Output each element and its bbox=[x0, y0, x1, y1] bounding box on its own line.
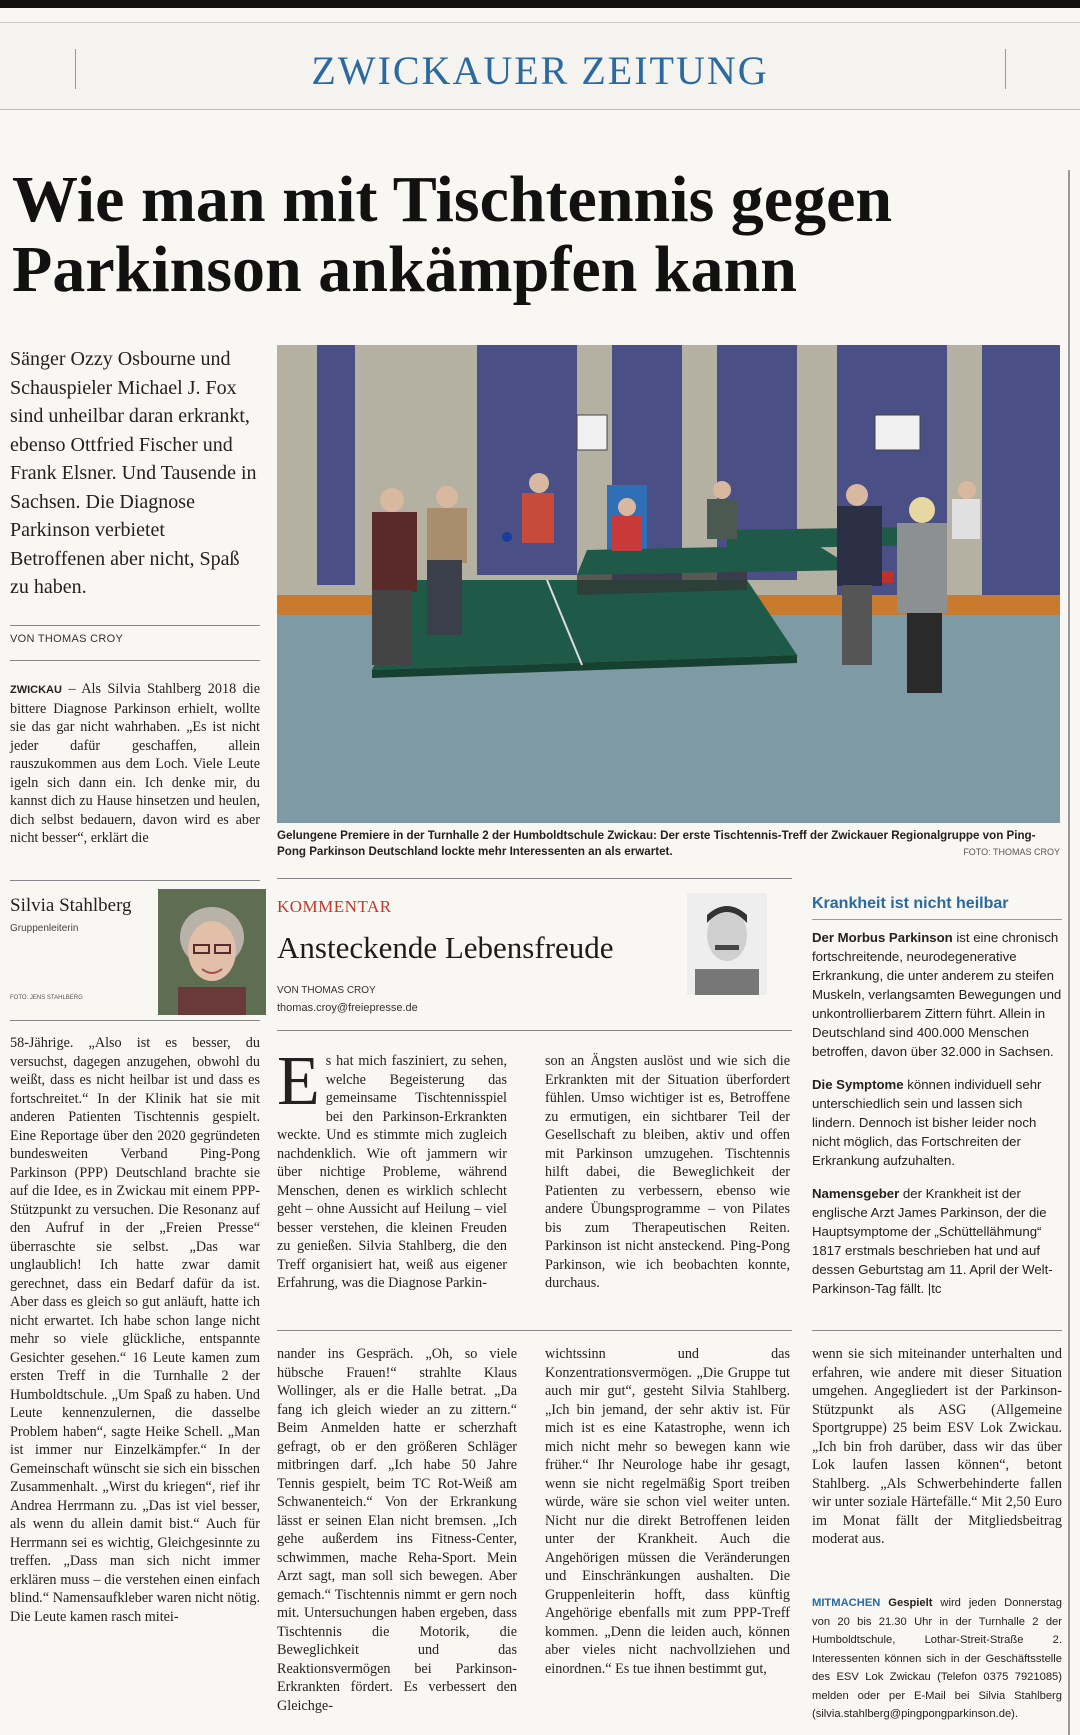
top-bar bbox=[0, 0, 1080, 8]
divider bbox=[277, 1030, 792, 1031]
mitmachen-label: MITMACHEN bbox=[812, 1597, 881, 1609]
info-box-title: Krankheit ist nicht heilbar bbox=[812, 885, 1062, 920]
divider bbox=[277, 1330, 792, 1331]
table-tennis-photo bbox=[277, 345, 1060, 823]
info-lead: Die Symptome bbox=[812, 1077, 904, 1092]
divider bbox=[277, 878, 792, 879]
divider bbox=[10, 660, 260, 661]
divider bbox=[10, 880, 260, 881]
page-edge-rule bbox=[1068, 170, 1070, 1735]
article-body-col1-top bbox=[10, 680, 260, 848]
article-intro: Sänger Ozzy Osbourne und Schauspieler Michael J. Fox sind unheilbar daran erkrankt, ebenso Ottfried Fischer und Frank Elsner. Und Tausende in Sachsen. Die Diagnose Parkinson verbietet Betroffenen aber nicht, Spaß zu haben. bbox=[10, 348, 257, 598]
kommentar-text-col1 bbox=[277, 1043, 507, 1293]
divider bbox=[10, 1020, 260, 1021]
newspaper-name: ZWICKAUER ZEITUNG bbox=[311, 48, 769, 93]
info-lead: Der Morbus Parkinson bbox=[812, 930, 953, 945]
info-paragraph bbox=[812, 1075, 1062, 1170]
article-text: – Als Silvia Stahlberg 2018 die bittere Diagnose Parkinson erhielt, wollte sie das gar nicht wahrhaben. „Es ist nicht jeder dafür geschaffen, allein rauszukommen aus dem Loch. Viele Leute igeln sich dann ein. Ich denke mir, du kannst dich zu Hause hinsetzen und heulen, dich selbst bedauern, davon wird es aber nicht besser“, erklärt die bbox=[10, 681, 261, 846]
info-box bbox=[812, 885, 1062, 1312]
article-headline: Wie man mit Tischtennis gegen Parkinson ankämpfen kann bbox=[12, 163, 893, 306]
mitmachen-box bbox=[812, 1594, 1062, 1724]
photo-credit: FOTO: THOMAS CROY bbox=[963, 847, 1060, 857]
person-role: Gruppenleiterin bbox=[10, 923, 79, 934]
dateline: ZWICKAU bbox=[10, 684, 62, 696]
author-portrait bbox=[687, 893, 767, 995]
info-text: können individuell sehr unterschiedlich sein und lassen sich lindern. Dennoch ist bisher leider noch nicht möglich, das Fortschreiten der Erkrankung aufzuhalten. bbox=[812, 1077, 1042, 1168]
kommentar-text-col2: son an Ängsten auslöst und wie sich die Erkrankten mit der Situation überfordert fühlen. Umso wichtiger ist es, Betroffene zu ermutigen, ein sichtbarer Teil der Gesellschaft zu bleiben, aktiv und offen mit Parkinson umzugehen. Tischtennis hilft dabei, die Beweglichkeit der Patienten zu verbessern, ebenso wie andere Übungsprogramme – von Pilates bis zum Therapeutischen Reiten. Parkinson ist nicht ansteckend. Ping-Pong Parkinson, wie ich beobachten konnte, durchaus. bbox=[545, 1053, 790, 1291]
person-portrait bbox=[158, 889, 266, 1015]
kommentar-byline: VON THOMAS CROY bbox=[277, 985, 376, 996]
info-paragraph bbox=[812, 1184, 1062, 1298]
dropcap: E bbox=[277, 1043, 320, 1120]
photo-caption bbox=[277, 828, 1060, 860]
mitmachen-lead: Gespielt bbox=[880, 1597, 933, 1609]
divider bbox=[10, 625, 260, 626]
kommentar-label: KOMMENTAR bbox=[277, 897, 392, 916]
divider bbox=[812, 1330, 1062, 1331]
info-text: der Krankheit ist der englische Arzt James Parkinson, der die Hauptsymptome der „Schüttellähmung“ 1817 erstmals beschrieben hat und auf dessen Geburtstag am 11. April der Welt-Parkinson-Tag fällt. |tc bbox=[812, 1186, 1053, 1296]
person-photo-credit: FOTO: JENS STAHLBERG bbox=[10, 995, 83, 1001]
article-byline: VON THOMAS CROY bbox=[10, 633, 124, 645]
info-text: ist eine chronisch fortschreitende, neurodegenerative Erkrankung, die unter anderem zu steifen Muskeln, verlangsamten Bewegungen und unkontrollierbarem Zittern führt. Allein in Deutschland sind 400.000 Menschen betroffen, davon über 32.000 in Sachsen. bbox=[812, 930, 1062, 1059]
masthead bbox=[0, 22, 1080, 110]
portrait-photo bbox=[158, 889, 266, 1015]
article-body-col1-bottom: 58-Jährige. „Also ist es besser, du versuchst, dagegen anzugehen, obwohl du weißt, dass es nicht heilbar ist und dass es fortschreitet.“ In der Klinik hat sie mit anderen Patienten Tischtennis gespielt. Eine Reportage über den 2020 gegründeten bundesweiten Verband Ping-Pong Parkinson (PPP) Deutschland brachte sie auf die Idee, es in Zwickau mit einem PPP-Stützpunkt zu versuchen. Die Resonanz auf den Aufruf in der „Freien Presse“ überraschte sie selbst. „Das war unglaublich! Ich hatte zwar damit gerechnet, dass ein Bedarf dafür da ist. Aber dass es gleich so gut anläuft, hatte ich nicht erwartet. Ich habe schon lange nicht mehr so viele glückliche, entspannte Gesichter gesehen.“ 16 Leute kamen zum ersten Treff in die Turnhalle 2 der Humboldtschule. „Um Spaß zu haben. Und Leute kennenzulernen, die dasselbe Problem haben“, sagte Heike Schell. „Man ist immer nur Einzelkämpfer.“ In der Gemeinschaft wünscht sie sich ein bisschen Zusammenhalt. „Wirst du kriegen“, rief ihr Andrea Herrmann zu. „Das ist viel besser, als wenn du allein damit bist.“ Auch für Herrmann sei es wichtig, Gleichgesinnte zu treffen. „Dass man sich nicht immer erklären muss – die verstehen einen einfach blind.“ Namensaufkleber waren nicht nötig. Die Leute kamen rasch mitei- bbox=[10, 1035, 260, 1625]
mitmachen-text: wird jeden Donnerstag von 20 bis 21.30 Uhr in der Turnhalle 2 der Humboldtschule, Lothar-Streit-Straße 2. Interessenten können sich in der Geschäftsstelle des ESV Lok Zwickau (Telefon 0375 7921085) melden oder per E-Mail bei Silvia Stahlberg (silvia.stahlberg@pingpongparkinson.de). bbox=[812, 1597, 1062, 1720]
article-body-col2: nander ins Gespräch. „Oh, so viele hübsche Frauen!“ strahlte Klaus Wollinger, als er die Halle betrat. „Da fang ich gleich wieder an zu zittern.“ Beim Anmelden hatte er scherzhaft gefragt, ob er den größeren Schläger mitbringen darf. „Ich habe 50 Jahre Tennis gespielt, beim TC Rot-Weiß am Schwanenteich.“ Von der Erkrankung lässt er seinen Elan nicht bremsen. „Ich gehe außerdem ins Fitness-Center, schwimmen, mache Reha-Sport. Mein Arzt sagt, man soll sich bewegen. Aber gemach.“ Tischtennis nimmt er gern noch mit. Untersuchungen haben ergeben, dass Tischtennis die Motorik, die Beweglichkeit und das Reaktionsvermögen bei Parkinson-Erkrankten fördert. Es verbessert den Gleichge- bbox=[277, 1346, 517, 1714]
person-box bbox=[10, 885, 260, 1015]
person-name: Silvia Stahlberg bbox=[10, 895, 132, 916]
article-photo bbox=[277, 345, 1060, 823]
kommentar-text: s hat mich fasziniert, zu sehen, welche Begeisterung das gemeinsame Tischtennisspiel bei den Parkinson-Erkrankten weckte. Und es stimmte mich zugleich nachdenklich. Wie oft jammern wir über nichtige Probleme, während Menschen, denen es wirklich schlecht geht – ohne Aussicht auf Heilung – viel besser verstehen, die kleinen Freuden zu genießen. Silvia Stahlberg, die den Treff organisiert hat, weiß aus eigener Erfahrung, was die Diagnose Parkin- bbox=[277, 1053, 507, 1291]
info-lead: Namensgeber bbox=[812, 1186, 900, 1201]
photo-caption-text: Gelungene Premiere in der Turnhalle 2 der Humboldtschule Zwickau: Der erste Tischtennis-Treff der Zwickauer Regionalgruppe von Ping-Pong Parkinson Deutschland lockte mehr Interessenten an als erwartet. bbox=[277, 829, 1036, 858]
kommentar-header bbox=[277, 885, 792, 1030]
author-photo bbox=[687, 893, 767, 995]
kommentar-title: Ansteckende Lebensfreude bbox=[277, 930, 614, 965]
info-paragraph bbox=[812, 928, 1062, 1061]
kommentar-email[interactable]: thomas.croy@freiepresse.de bbox=[277, 1002, 418, 1014]
article-body-col3: wichtssinn und das Konzentrationsvermögen. „Die Gruppe tut auch mir gut“, gesteht Silvia Stahlberg. „Ich bin jemand, der sehr aktiv ist. Für mich ist es eine Katastrophe, wenn ich mich nicht mehr so bewegen kann wie früher.“ Ihr Neurologe habe ihr gesagt, wenn sie nicht regelmäßig Sport treiben würde, wäre sie schon viel weiter unten. Nicht nur die direkt Betroffenen leiden unter der Krankheit. Auch die Angehörigen müssen die Veränderungen und Einschränkungen aushalten. Die Gruppenleiterin hofft, dass künftig Angehörige ebenfalls mit zum PPP-Treff kommen. „Denn die leiden auch, können aber vieles nicht nachvollziehen und einordnen.“ Es tue ihnen bestimmt gut, bbox=[545, 1346, 790, 1677]
article-body-col4: wenn sie sich miteinander unterhalten und erfahren, wie andere mit dieser Situation umgehen. Angegliedert ist der Parkinson-Stützpunkt als ASG (Allgemeine Sportgruppe) 25 beim ESV Lok Zwickau. „Ich bin froh darüber, dass wir das über Lok laufen lassen können“, betont Stahlberg. „Als Schwerbehinderte fallen wir unter soziale Härtefälle.“ Mit 2,50 Euro im Monat fällt der Mitgliedsbeitrag moderat aus. bbox=[812, 1346, 1062, 1547]
